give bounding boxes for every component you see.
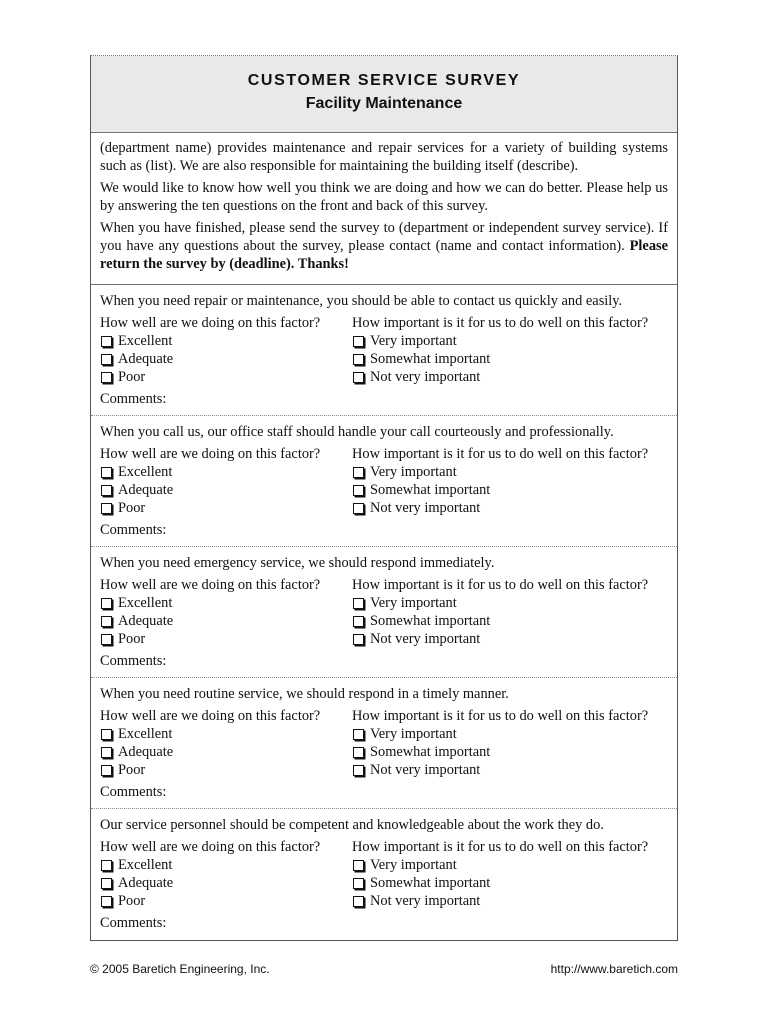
option-excellent[interactable] (100, 463, 352, 481)
option-somewhat-important[interactable] (352, 743, 668, 761)
option-label: Adequate (118, 482, 174, 498)
option-label: Excellent (118, 726, 173, 742)
checkbox-icon[interactable] (101, 598, 112, 609)
checkbox-icon[interactable] (101, 616, 112, 627)
question-block (91, 547, 677, 678)
survey-subtitle: Facility Maintenance (305, 95, 463, 112)
checkbox-icon[interactable] (353, 747, 364, 758)
option-excellent[interactable] (100, 594, 352, 612)
option-very-important[interactable] (352, 594, 668, 612)
intro-paragraph-1: (department name) provides maintenance and repair services for a variety of building systems such as (list). We are also responsible for maintaining the building itself (describe). (100, 140, 668, 174)
option-adequate[interactable] (100, 350, 352, 368)
checkbox-icon[interactable] (353, 860, 364, 871)
checkbox-icon[interactable] (101, 860, 112, 871)
question-statement: When you need emergency service, we should respond immediately. (100, 555, 495, 571)
option-poor[interactable] (100, 499, 352, 517)
question-block (91, 678, 677, 809)
comments-label: Comments: (100, 653, 167, 669)
option-label: Excellent (118, 464, 173, 480)
copyright-notice: © 2005 Baretich Engineering, Inc. (90, 962, 270, 976)
option-label: Somewhat important (370, 613, 491, 629)
checkbox-icon[interactable] (353, 503, 364, 514)
option-very-important[interactable] (352, 332, 668, 350)
question-statement: When you need repair or maintenance, you should be able to contact us quickly and easily. (100, 293, 623, 309)
survey-header (91, 56, 677, 133)
checkbox-icon[interactable] (353, 729, 364, 740)
option-label: Poor (118, 762, 146, 778)
option-label: Adequate (118, 744, 174, 760)
option-label: Adequate (118, 613, 174, 629)
checkbox-icon[interactable] (353, 616, 364, 627)
option-somewhat-important[interactable] (352, 350, 668, 368)
option-very-important[interactable] (352, 463, 668, 481)
performance-question: How well are we doing on this factor? (100, 315, 321, 331)
checkbox-icon[interactable] (101, 765, 112, 776)
checkbox-icon[interactable] (101, 729, 112, 740)
option-not-very-important[interactable] (352, 499, 668, 517)
option-label: Excellent (118, 595, 173, 611)
option-label: Poor (118, 893, 146, 909)
option-label: Excellent (118, 857, 173, 873)
option-label: Very important (370, 333, 457, 349)
survey-form (90, 55, 678, 941)
checkbox-icon[interactable] (101, 372, 112, 383)
return-deadline-note: Please return the survey by (deadline). Thanks! (100, 238, 668, 272)
option-somewhat-important[interactable] (352, 481, 668, 499)
checkbox-icon[interactable] (353, 598, 364, 609)
checkbox-icon[interactable] (353, 896, 364, 907)
checkbox-icon[interactable] (101, 747, 112, 758)
option-label: Adequate (118, 351, 174, 367)
comments-label: Comments: (100, 391, 167, 407)
option-adequate[interactable] (100, 612, 352, 630)
checkbox-icon[interactable] (353, 634, 364, 645)
performance-question: How well are we doing on this factor? (100, 446, 321, 462)
question-statement: When you need routine service, we should respond in a timely manner. (100, 686, 509, 702)
survey-title: CUSTOMER SERVICE SURVEY (247, 72, 521, 89)
performance-question: How well are we doing on this factor? (100, 708, 321, 724)
question-statement: When you call us, our office staff should handle your call courteously and professionally. (100, 424, 614, 440)
option-not-very-important[interactable] (352, 630, 668, 648)
option-label: Not very important (370, 369, 481, 385)
checkbox-icon[interactable] (353, 467, 364, 478)
checkbox-icon[interactable] (353, 354, 364, 365)
option-label: Not very important (370, 762, 481, 778)
intro-paragraph-3 (100, 219, 668, 273)
option-label: Very important (370, 726, 457, 742)
option-label: Poor (118, 500, 146, 516)
option-not-very-important[interactable] (352, 368, 668, 386)
option-very-important[interactable] (352, 725, 668, 743)
checkbox-icon[interactable] (101, 878, 112, 889)
performance-question: How well are we doing on this factor? (100, 577, 321, 593)
option-label: Poor (118, 631, 146, 647)
option-somewhat-important[interactable] (352, 874, 668, 892)
option-not-very-important[interactable] (352, 892, 668, 910)
option-label: Somewhat important (370, 875, 491, 891)
intro-paragraph-2: We would like to know how well you think we are doing and how we can do better. Please help us by answering the ten questions on the front and back of this survey. (100, 180, 668, 214)
option-label: Not very important (370, 631, 481, 647)
checkbox-icon[interactable] (101, 467, 112, 478)
comments-label: Comments: (100, 784, 167, 800)
checkbox-icon[interactable] (353, 372, 364, 383)
option-label: Very important (370, 857, 457, 873)
importance-question: How important is it for us to do well on this factor? (352, 577, 649, 593)
checkbox-icon[interactable] (101, 336, 112, 347)
option-label: Very important (370, 595, 457, 611)
checkbox-icon[interactable] (353, 878, 364, 889)
option-label: Not very important (370, 893, 481, 909)
option-excellent[interactable] (100, 725, 352, 743)
option-poor[interactable] (100, 761, 352, 779)
importance-question: How important is it for us to do well on this factor? (352, 839, 649, 855)
option-adequate[interactable] (100, 481, 352, 499)
option-somewhat-important[interactable] (352, 612, 668, 630)
importance-question: How important is it for us to do well on this factor? (352, 708, 649, 724)
option-adequate[interactable] (100, 743, 352, 761)
website-url: http://www.baretich.com (550, 962, 678, 976)
intro-section (91, 133, 677, 285)
checkbox-icon[interactable] (101, 485, 112, 496)
option-poor[interactable] (100, 368, 352, 386)
checkbox-icon[interactable] (353, 765, 364, 776)
option-label: Somewhat important (370, 482, 491, 498)
question-block (91, 285, 677, 416)
checkbox-icon[interactable] (101, 634, 112, 645)
checkbox-icon[interactable] (101, 896, 112, 907)
checkbox-icon[interactable] (353, 336, 364, 347)
importance-question: How important is it for us to do well on this factor? (352, 446, 649, 462)
comments-label: Comments: (100, 915, 167, 931)
question-statement: Our service personnel should be competent and knowledgeable about the work they do. (100, 817, 604, 833)
option-label: Somewhat important (370, 351, 491, 367)
performance-question: How well are we doing on this factor? (100, 839, 321, 855)
option-adequate[interactable] (100, 874, 352, 892)
option-label: Excellent (118, 333, 173, 349)
option-poor[interactable] (100, 892, 352, 910)
question-block (91, 416, 677, 547)
checkbox-icon[interactable] (353, 485, 364, 496)
comments-label: Comments: (100, 522, 167, 538)
option-not-very-important[interactable] (352, 761, 668, 779)
option-excellent[interactable] (100, 332, 352, 350)
option-very-important[interactable] (352, 856, 668, 874)
option-label: Not very important (370, 500, 481, 516)
option-label: Adequate (118, 875, 174, 891)
checkbox-icon[interactable] (101, 354, 112, 365)
option-label: Poor (118, 369, 146, 385)
question-block (91, 809, 677, 940)
option-label: Very important (370, 464, 457, 480)
option-excellent[interactable] (100, 856, 352, 874)
option-poor[interactable] (100, 630, 352, 648)
importance-question: How important is it for us to do well on this factor? (352, 315, 649, 331)
intro-paragraph-3-text: When you have finished, please send the survey to (department or independent survey service). If you have any questions about the survey, please contact (name and contact information). (100, 220, 668, 254)
checkbox-icon[interactable] (101, 503, 112, 514)
option-label: Somewhat important (370, 744, 491, 760)
